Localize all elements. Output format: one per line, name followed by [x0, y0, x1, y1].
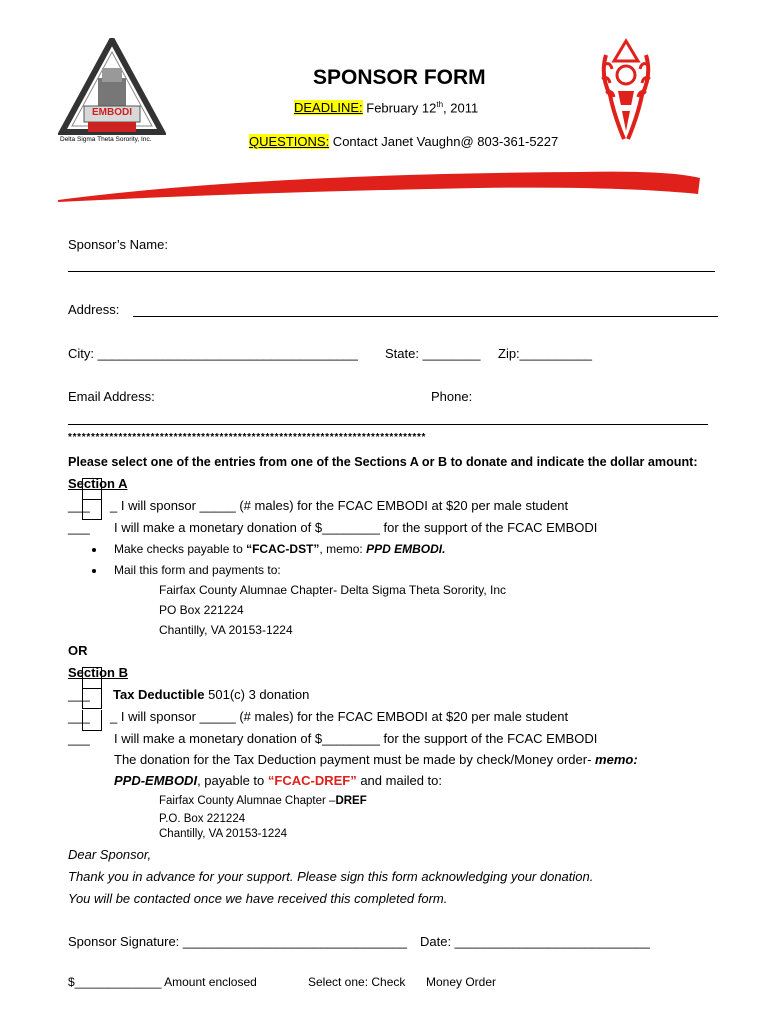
questions-line: [249, 134, 558, 149]
section-a-option1: _ I will sponsor _____ (# males) for the FCAC EMBODI at $20 per male student: [110, 498, 569, 513]
state-field[interactable]: State: ________: [385, 346, 481, 361]
deadline-label: DEADLINE:: [294, 100, 363, 116]
deadline-line: [294, 100, 478, 115]
section-b-heading: Section B: [68, 665, 128, 680]
section-b-option1: _ I will sponsor _____ (# males) for the FCAC EMBODI at $20 per male student: [110, 709, 569, 724]
sponsor-name-label: Sponsor’s Name:: [68, 237, 168, 252]
deadline-sup: th: [436, 100, 444, 109]
brush-stroke-divider: [58, 168, 703, 208]
zip-field[interactable]: Zip:__________: [498, 346, 592, 361]
closing-line2: You will be contacted once we have received this completed form.: [68, 891, 448, 906]
section-b-addr2: P.O. Box 221224: [159, 813, 246, 825]
addr1-pre: Fairfax County Alumnae Chapter –: [159, 795, 336, 807]
section-b-tax-checkbox[interactable]: [82, 667, 102, 689]
email-label: Email Address:: [68, 389, 155, 404]
closing-salutation: Dear Sponsor,: [68, 847, 152, 862]
section-b-note-line2: [114, 773, 442, 788]
section-a-addr1: Fairfax County Alumnae Chapter- Delta Sigma Theta Sorority, Inc: [159, 583, 507, 597]
section-b-option1-checkbox[interactable]: [82, 688, 102, 709]
sponsor-name-field[interactable]: [68, 271, 715, 272]
section-a-bullet1: [114, 542, 445, 556]
select-one-check[interactable]: Select one: Check: [308, 975, 406, 989]
section-b-addr1: [159, 795, 367, 807]
note-mailed: and mailed to:: [356, 773, 442, 788]
bullet-icon: [92, 548, 96, 552]
embodi-triangle-icon: [58, 38, 166, 148]
tax-deductible-label: Tax Deductible: [113, 687, 205, 702]
note-line1-text: The donation for the Tax Deduction payment must be made by check/Money order-: [114, 752, 596, 767]
bullet1-pre: Make checks payable to: [114, 542, 247, 556]
section-a-option2: I will make a monetary donation of $________ for the support of the FCAC EMBODI: [114, 520, 598, 535]
section-a-option1-checkbox[interactable]: [82, 478, 102, 500]
note-memo-value: PPD-EMBODI: [114, 773, 198, 788]
questions-text: Contact Janet Vaughn@ 803-361-5227: [329, 134, 559, 149]
section-a-option2-blank[interactable]: ___: [68, 520, 90, 535]
date-field[interactable]: Date: ___________________________: [420, 934, 650, 949]
phone-label: Phone:: [431, 389, 473, 404]
section-b-tax-option: [113, 687, 309, 702]
city-field[interactable]: City: ____________________________________: [68, 346, 358, 361]
embodi-logo-text: EMBODI: [92, 107, 132, 118]
section-b-option2: I will make a monetary donation of $________ for the support of the FCAC EMBODI: [114, 731, 598, 746]
or-label: OR: [68, 643, 88, 658]
tax-deductible-rest: 501(c) 3 donation: [204, 687, 310, 702]
star-divider: ******************************************************************************: [68, 432, 427, 443]
bullet1-mid: , memo:: [319, 542, 367, 556]
address-field[interactable]: [133, 316, 718, 317]
section-b-note-line1: [114, 752, 638, 767]
closing-line1: Thank you in advance for your support. Please sign this form acknowledging your donation.: [68, 869, 594, 884]
deadline-year: , 2011: [443, 100, 479, 116]
address-label: Address:: [68, 302, 120, 317]
section-a-heading: Section A: [68, 476, 128, 491]
embodi-logo: [58, 38, 166, 148]
section-b-tax-blank[interactable]: ___: [68, 687, 90, 702]
section-a-addr3: Chantilly, VA 20153-1224: [159, 623, 293, 637]
addr1-dref: DREF: [335, 795, 367, 807]
embodi-logo-caption: Delta Sigma Theta Sorority, Inc.: [60, 136, 152, 143]
section-a-option2-checkbox[interactable]: [82, 499, 102, 520]
section-b-option1-blank[interactable]: ___: [68, 709, 90, 724]
section-a-option1-blank[interactable]: ___: [68, 498, 90, 513]
note-payable: , payable to: [197, 773, 268, 788]
section-a-addr2: PO Box 221224: [159, 603, 244, 617]
deadline-text: February 12: [362, 100, 437, 116]
select-money-order[interactable]: Money Order: [426, 975, 497, 989]
section-a-bullet2: Mail this form and payments to:: [114, 563, 281, 577]
section-b-option2-checkbox[interactable]: [82, 710, 102, 731]
torch-icon: [596, 35, 656, 145]
note-memo: memo:: [595, 752, 638, 767]
bullet1-memo: PPD EMBODI.: [366, 542, 446, 556]
email-phone-field[interactable]: [68, 424, 708, 425]
bullet1-payee: “FCAC-DST”: [246, 542, 320, 556]
instructions: Please select one of the entries from one of the Sections A or B to donate and indicate the dollar amount:: [68, 455, 698, 469]
questions-label: QUESTIONS:: [249, 134, 330, 149]
delta-torch-logo: [596, 35, 656, 145]
section-b-option2-blank[interactable]: ___: [68, 731, 90, 746]
section-b-addr3: Chantilly, VA 20153-1224: [159, 828, 288, 840]
amount-enclosed-field[interactable]: $_____________ Amount enclosed: [68, 975, 257, 989]
bullet-icon: [92, 569, 96, 573]
signature-field[interactable]: Sponsor Signature: _______________________________: [68, 934, 408, 949]
note-payee: “FCAC-DREF”: [267, 773, 357, 788]
page-title: SPONSOR FORM: [313, 66, 486, 89]
